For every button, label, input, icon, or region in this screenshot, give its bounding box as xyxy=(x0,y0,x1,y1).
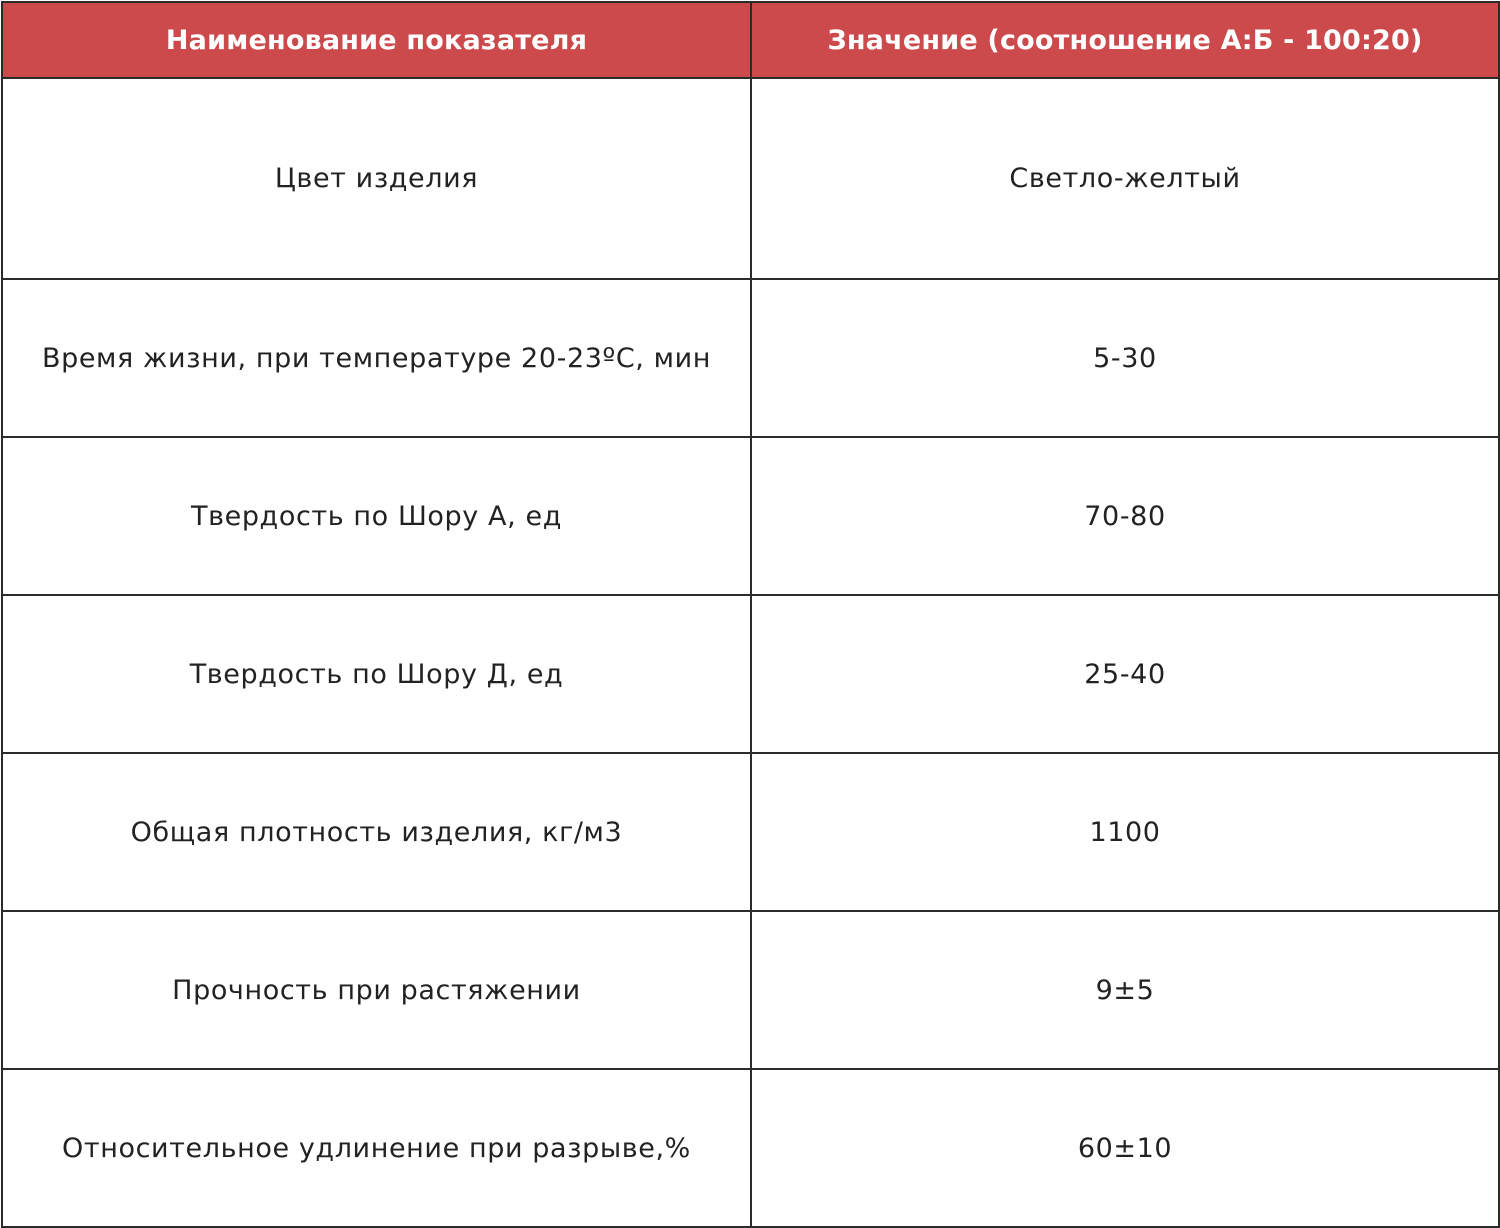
property-value-cell: 9±5 xyxy=(751,911,1499,1069)
column-header-name: Наименование показателя xyxy=(2,2,751,78)
table-row xyxy=(2,1069,1499,1227)
column-header-value: Значение (соотношение А:Б - 100:20) xyxy=(751,2,1499,78)
property-name-cell: Относительное удлинение при разрыве,% xyxy=(2,1069,751,1227)
table-row xyxy=(2,595,1499,753)
property-name-cell: Общая плотность изделия, кг/м3 xyxy=(2,753,751,911)
table-row xyxy=(2,78,1499,279)
property-value-cell: 25-40 xyxy=(751,595,1499,753)
property-name-cell: Твердость по Шору Д, ед xyxy=(2,595,751,753)
table-row xyxy=(2,279,1499,437)
property-value-cell: 5-30 xyxy=(751,279,1499,437)
properties-table xyxy=(1,1,1500,1228)
property-name-cell: Время жизни, при температуре 20-23ºС, мин xyxy=(2,279,751,437)
table-body xyxy=(2,78,1499,1227)
table-row xyxy=(2,753,1499,911)
property-value-cell: Светло-желтый xyxy=(751,78,1499,279)
property-name-cell: Цвет изделия xyxy=(2,78,751,279)
table-row xyxy=(2,437,1499,595)
table-row xyxy=(2,911,1499,1069)
property-name-cell: Прочность при растяжении xyxy=(2,911,751,1069)
property-value-cell: 1100 xyxy=(751,753,1499,911)
property-value-cell: 60±10 xyxy=(751,1069,1499,1227)
table-header xyxy=(2,2,1499,78)
header-row xyxy=(2,2,1499,78)
property-name-cell: Твердость по Шору А, ед xyxy=(2,437,751,595)
property-value-cell: 70-80 xyxy=(751,437,1499,595)
